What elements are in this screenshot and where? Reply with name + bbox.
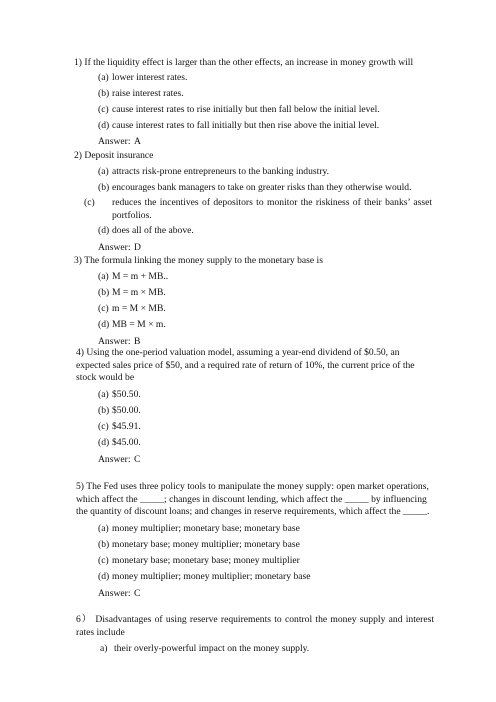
option-text: $45.00. — [112, 437, 141, 448]
option-text: attracts risk-prone entrepreneurs to the banking industry. — [112, 166, 330, 177]
option-label: (c) — [98, 555, 109, 566]
question-1-stem: 1) If the liquidity effect is larger than the other effects, an increase in money growth will — [74, 57, 414, 68]
question-3-option-b — [98, 287, 430, 300]
question-5-option-a — [98, 523, 430, 536]
question-2-option-d — [98, 225, 430, 238]
question-6-option-a — [100, 643, 432, 656]
option-label: (b) — [98, 287, 110, 298]
answer-value: D — [134, 242, 141, 253]
answer-label: Answer: — [98, 242, 131, 253]
question-4-option-d — [98, 437, 430, 450]
option-label: (c) — [98, 303, 109, 314]
answer-value: A — [134, 136, 141, 147]
option-text: cause interest rates to rise initially but then fall below the initial level. — [112, 104, 380, 115]
option-label: (d) — [98, 437, 110, 448]
option-text: m = M × MB. — [112, 303, 166, 314]
question-5-option-d — [98, 571, 430, 584]
question-2-option-a — [98, 166, 430, 179]
question-2-option-c — [84, 197, 432, 222]
question-3-option-a — [98, 271, 430, 284]
option-label: (c) — [84, 197, 95, 208]
option-label: (a) — [98, 166, 109, 177]
option-label: (b) — [98, 405, 110, 416]
option-text: does all of the above. — [112, 225, 194, 236]
answer-value: C — [134, 454, 141, 465]
option-label: (b) — [98, 182, 110, 193]
option-label: (b) — [98, 88, 110, 99]
option-label: (c) — [98, 421, 109, 432]
option-label: (d) — [98, 120, 110, 131]
option-text: their overly-powerful impact on the money supply. — [114, 643, 310, 654]
option-text: $50.00. — [112, 405, 141, 416]
question-4-option-c — [98, 421, 430, 434]
option-label: (a) — [98, 271, 109, 282]
option-label: (a) — [98, 72, 109, 83]
option-text: M = m × MB. — [112, 287, 166, 298]
option-text: monetary base; monetary base; money multiplier — [112, 555, 300, 566]
answer-value: C — [134, 588, 141, 599]
question-4-option-a — [98, 389, 430, 402]
question-2-stem: 2) Deposit insurance — [74, 150, 154, 161]
question-5-answer — [98, 588, 140, 601]
option-text: M = m + MB.. — [112, 271, 169, 282]
question-2-option-b — [98, 182, 430, 195]
question-1-option-c — [98, 104, 430, 117]
answer-value: B — [134, 336, 141, 347]
option-text: encourages bank managers to take on greater risks than they otherwise would. — [112, 182, 412, 193]
question-2-answer — [98, 242, 141, 255]
question-5-option-c — [98, 555, 430, 568]
option-label: (d) — [98, 319, 110, 330]
answer-label: Answer: — [98, 136, 131, 147]
question-6-stem: 6） Disadvantages of using reserve requirements to control the money supply and interest rates include — [76, 614, 434, 638]
option-label: (a) — [98, 389, 109, 400]
answer-label: Answer: — [98, 454, 131, 465]
option-text: money multiplier; monetary base; monetary base — [112, 523, 300, 534]
question-1-option-d — [98, 120, 430, 133]
question-1-option-a — [98, 72, 430, 85]
question-3-stem: 3) The formula linking the money supply to the monetary base is — [74, 255, 323, 266]
option-text: lower interest rates. — [112, 72, 188, 83]
question-5-option-b — [98, 539, 430, 552]
option-text: cause interest rates to fall initially but then rise above the initial level. — [112, 120, 380, 131]
option-text: MB = M × m. — [112, 319, 166, 330]
question-4-answer — [98, 454, 140, 467]
option-text: monetary base; money multiplier; monetary base — [112, 539, 300, 550]
question-3-option-c — [98, 303, 430, 316]
option-text: raise interest rates. — [112, 88, 184, 99]
option-text: money multiplier; money multiplier; monetary base — [112, 571, 311, 582]
option-label: (c) — [98, 104, 109, 115]
answer-label: Answer: — [98, 588, 131, 599]
option-label: (b) — [98, 539, 110, 550]
question-3-option-d — [98, 319, 430, 332]
option-label: (a) — [98, 523, 109, 534]
option-label: (d) — [98, 571, 110, 582]
answer-label: Answer: — [98, 336, 131, 347]
question-4-option-b — [98, 405, 430, 418]
question-5-stem: 5) The Fed uses three policy tools to manipulate the money supply: open market operations, which affect the _____; changes in discount lending, which affect the _____ by influencing the quantity of discount loans; and changes in reserve requirements, which affect the _____. — [76, 481, 430, 518]
option-label: a) — [100, 643, 108, 654]
option-text: $50.50. — [112, 389, 141, 400]
question-1-answer — [98, 136, 141, 149]
option-text: $45.91. — [112, 421, 141, 432]
option-label: (d) — [98, 225, 110, 236]
option-text: reduces the incentives of depositors to monitor the riskiness of their banks’ asset portfolios. — [112, 197, 432, 221]
question-1-option-b — [98, 88, 430, 101]
question-4-stem: 4) Using the one-period valuation model, assuming a year-end dividend of $0.50, an expected sales price of $50, and a required rate of return of 10%, the current price of the stock would be — [76, 347, 415, 384]
